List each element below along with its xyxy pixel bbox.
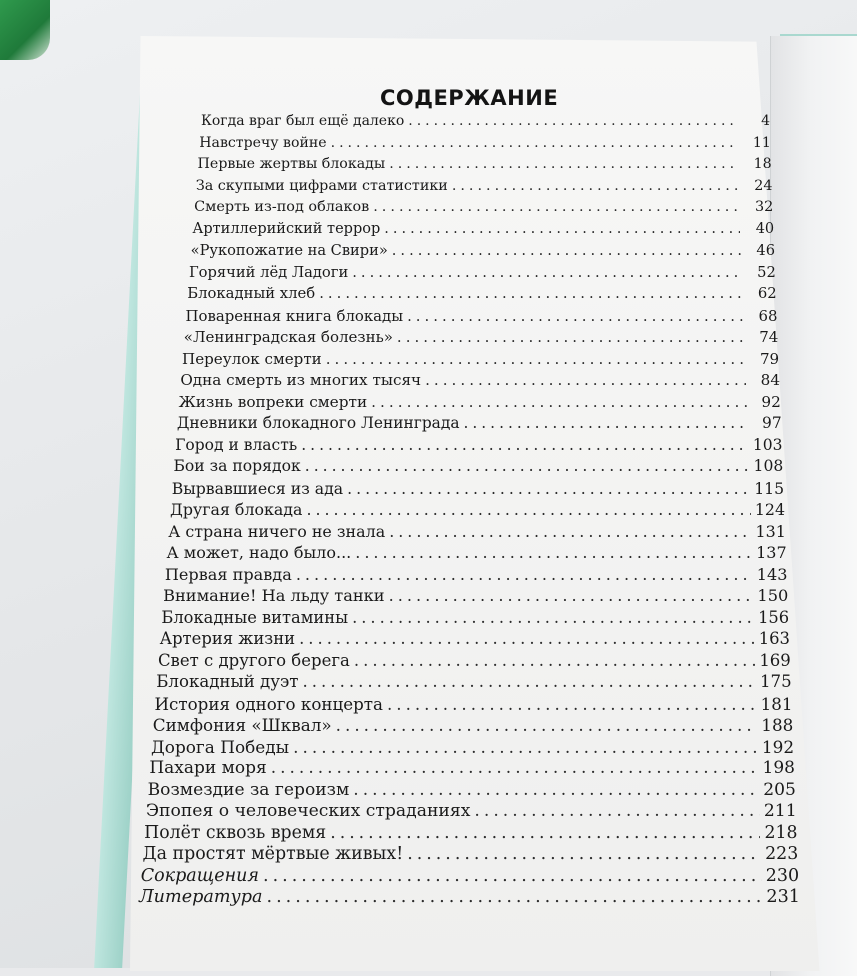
toc-dot-leader: [352, 608, 754, 627]
toc-dot-leader: [464, 414, 748, 432]
toc-entry-title: Дорога Победы: [151, 736, 290, 757]
toc-dot-leader: [407, 307, 743, 325]
toc-entry-page: 218: [764, 822, 798, 843]
toc-dot-leader: [319, 285, 742, 302]
toc-entry-title: Город и власть: [175, 435, 298, 454]
toc-entry-page: 40: [755, 220, 775, 237]
toc-dot-leader: [397, 328, 744, 346]
toc-entry: [199, 135, 771, 151]
toc-dot-leader: [389, 522, 751, 541]
toc-entry-page: 223: [765, 844, 799, 864]
toc-dot-leader: [305, 457, 750, 475]
toc-entry-title: А может, надо было...: [166, 543, 352, 562]
toc-entry: [180, 371, 780, 389]
toc-entry-title: Свет с другого берега: [157, 650, 350, 670]
toc-entry-title: Дневники блокадного Ленинграда: [176, 414, 460, 432]
toc-entry: [172, 479, 784, 498]
toc-entry-title: Блокадный дуэт: [156, 672, 299, 691]
toc-entry: [142, 844, 798, 864]
toc-entry: [163, 586, 788, 605]
toc-dot-leader: [352, 264, 742, 281]
toc-entry-page: 68: [758, 306, 778, 325]
toc-entry-page: 198: [762, 758, 795, 778]
toc-dot-leader: [267, 887, 763, 907]
toc-entry-page: 188: [761, 715, 794, 735]
toc-dot-leader: [389, 586, 754, 605]
toc-dot-leader: [263, 866, 762, 886]
toc-entry: [182, 350, 779, 368]
toc-dot-leader: [296, 565, 753, 584]
toc-entry-title: Внимание! На льду танки: [163, 586, 385, 605]
toc-dot-leader: [392, 242, 741, 259]
toc-entry-title: Смерть из-под облаков: [194, 199, 370, 215]
toc-entry-title: Первая правда: [164, 564, 292, 584]
toc-dot-leader: [347, 479, 750, 498]
toc-entry-page: 163: [758, 629, 790, 648]
toc-dot-leader: [389, 156, 737, 172]
toc-entry-page: 52: [757, 263, 776, 281]
toc-entry-page: 18: [753, 156, 772, 172]
toc-entry-page: 62: [757, 285, 777, 302]
toc-entry-title: Возмездие за героизм: [147, 779, 350, 800]
toc-entry-page: 124: [754, 500, 785, 519]
toc-entry-title: Блокадный хлеб: [187, 285, 316, 302]
toc-entry-page: 115: [754, 478, 785, 498]
toc-entry: [155, 694, 793, 714]
toc-dot-leader: [302, 672, 755, 691]
toc-entry-title: Полёт сквозь время: [144, 822, 327, 843]
toc-entry-title: История одного концерта: [154, 693, 383, 714]
toc-entry-page: 175: [759, 672, 792, 691]
toc-entry-page: 169: [759, 650, 791, 670]
toc-entry: [187, 285, 776, 302]
toc-dot-leader: [384, 221, 740, 237]
toc-entry-title: Жизнь вопреки смерти: [178, 392, 368, 411]
toc-entry-title: За скупыми цифрами статистики: [195, 177, 448, 194]
toc-entry-title: Горячий лёд Ладоги: [188, 263, 349, 281]
toc-dot-leader: [354, 651, 755, 670]
toc-dot-leader: [336, 715, 758, 735]
toc-entry-title: Артерия жизни: [159, 629, 296, 648]
toc-entry: [161, 608, 789, 627]
toc-entry: [184, 328, 779, 346]
toc-entry-page: 103: [752, 435, 783, 454]
toc-entry-page: 211: [763, 801, 797, 821]
toc-dot-leader: [373, 199, 739, 215]
toc-entry: [165, 565, 788, 584]
toc-dot-leader: [355, 543, 752, 562]
toc-entry: [189, 264, 776, 281]
toc-entry: [160, 629, 790, 648]
toc-entry-page: 231: [766, 887, 800, 907]
toc-entry-title: Блокадные витамины: [161, 607, 349, 627]
toc-dot-leader: [371, 393, 747, 411]
toc-entry: [194, 199, 773, 215]
toc-entry-page: 24: [754, 177, 773, 194]
toc-entry-title: Переулок смерти: [182, 349, 322, 368]
toc-dot-leader: [326, 350, 745, 368]
toc-entry-title: «Ленинградская болезнь»: [183, 328, 393, 346]
toc-entry-title: Эпопея о человеческих страданиях: [145, 801, 471, 821]
toc-entry-title: Первые жертвы блокады: [197, 156, 386, 172]
toc-dot-leader: [452, 178, 739, 194]
toc-entry: [198, 156, 772, 172]
toc-entry: [141, 866, 799, 886]
toc-entry-page: 181: [760, 693, 793, 714]
toc-entry: [158, 651, 791, 670]
toc-entry: [149, 758, 795, 778]
toc-dot-leader: [474, 801, 759, 821]
toc-entry-page: 205: [763, 779, 796, 800]
toc-entry-page: 137: [756, 543, 787, 562]
toc-entry-page: 108: [753, 457, 784, 475]
toc-dot-leader: [387, 694, 757, 714]
toc-dot-leader: [353, 780, 759, 800]
toc-entry-title: Навстречу войне: [199, 134, 327, 151]
toc-entry: [146, 801, 797, 821]
toc-entry: [144, 823, 797, 843]
toc-entry-title: Одна смерть из многих тысяч: [180, 371, 422, 389]
toc-entry: [196, 178, 773, 194]
toc-entry-page: 143: [756, 564, 788, 584]
toc-entry-title: Симфония «Шквал»: [152, 715, 332, 735]
toc-entry-title: Бои за порядок: [173, 457, 301, 475]
toc-entry: [186, 307, 778, 325]
toc-entry-page: 131: [755, 521, 786, 541]
toc-entry: [177, 414, 782, 432]
toc-entry-page: 156: [758, 607, 790, 627]
toc-entry: [139, 887, 800, 907]
toc-entry-page: 4: [761, 113, 770, 129]
toc-entry-page: 46: [756, 242, 775, 259]
toc-entry: [153, 715, 794, 735]
toc-entry: [173, 457, 783, 475]
toc-entry-page: 32: [755, 199, 774, 215]
toc-entry: [168, 522, 786, 541]
toc-entry-page: 92: [761, 392, 781, 411]
toc-entry-page: 192: [761, 736, 795, 757]
toc-dot-leader: [331, 135, 737, 151]
toc-entry-page: 97: [762, 414, 782, 432]
toc-entry-title: Сокращения: [140, 865, 259, 886]
toc-entry: [148, 780, 796, 800]
toc-dot-leader: [407, 844, 761, 864]
toc-entry-page: 230: [765, 865, 800, 886]
toc-dot-leader: [301, 436, 748, 454]
toc-entry-title: Литература: [139, 887, 263, 907]
toc-entry: [167, 543, 787, 562]
toc-entry-title: «Рукопожатие на Свири»: [190, 242, 388, 259]
toc-entry-title: Артиллерийский террор: [192, 220, 381, 237]
toc-entry-title: Другая блокада: [170, 500, 303, 519]
toc-entry-page: 74: [759, 328, 779, 346]
toc-dot-leader: [271, 758, 759, 778]
toc-dot-leader: [306, 500, 750, 519]
toc-entry-page: 79: [759, 349, 780, 368]
toc-entry: [191, 242, 775, 259]
toc-entry-page: 150: [757, 586, 789, 605]
toc-entry: [201, 113, 770, 129]
toc-dot-leader: [425, 371, 746, 389]
toc-entry: [175, 436, 782, 454]
toc-entry: [192, 221, 774, 237]
toc-entry: [156, 672, 791, 691]
toc-entry: [151, 737, 794, 757]
toc-entry: [170, 500, 785, 519]
toc-entry-page: 84: [760, 371, 780, 389]
toc-entry-title: Пахари моря: [149, 758, 267, 778]
toc-dot-leader: [299, 629, 755, 648]
toc-dot-leader: [330, 823, 760, 843]
toc-entry: [179, 393, 781, 411]
toc-dot-leader: [293, 737, 758, 757]
contents-heading: СОДЕРЖАНИЕ: [380, 86, 559, 110]
toc-entry-title: Да простят мёртвые живых!: [142, 844, 404, 864]
toc-dot-leader: [408, 113, 736, 129]
toc-entry-title: Когда враг был ещё далеко: [201, 113, 405, 129]
toc-entry-page: 11: [752, 134, 771, 151]
toc-entry-title: Вырвавшиеся из ада: [171, 478, 344, 498]
toc-entry-title: Поваренная книга блокады: [185, 306, 404, 325]
toc-entry-title: А страна ничего не знала: [168, 521, 386, 541]
